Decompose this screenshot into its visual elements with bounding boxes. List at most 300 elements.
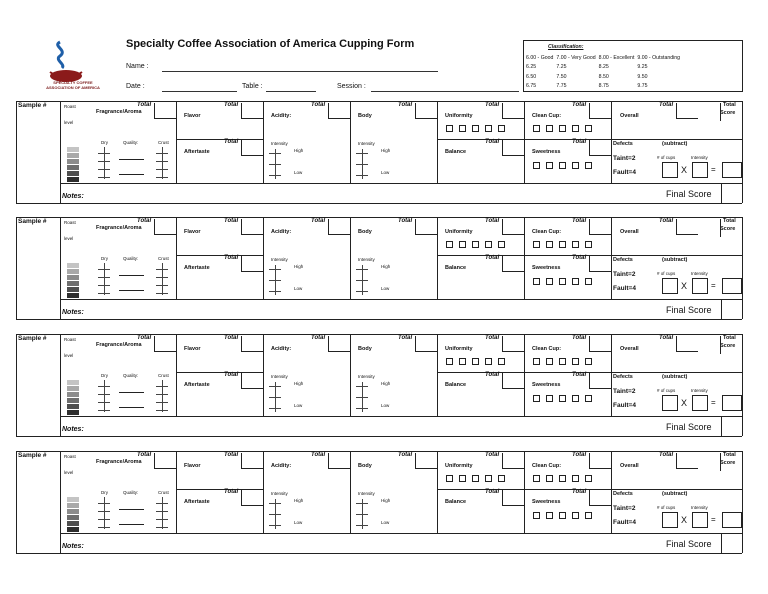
quality-line-2[interactable]: [119, 290, 144, 291]
taint-label: Taint=2: [613, 388, 636, 395]
sweetness-label: Sweetness: [532, 499, 561, 505]
dry-scale[interactable]: [104, 147, 105, 179]
acidity-total-label: Total: [311, 218, 326, 224]
fragrance-total-box[interactable]: [154, 336, 176, 352]
roast-level-swatches[interactable]: [67, 263, 79, 299]
dry-scale[interactable]: [104, 380, 105, 412]
acidity-total-box[interactable]: [328, 336, 350, 352]
crust-label: Crust: [158, 490, 169, 495]
sweetness-cup-4[interactable]: [572, 395, 579, 402]
clean-cup-1[interactable]: [533, 358, 540, 365]
body-label: Body: [358, 113, 372, 119]
final-score-label: Final Score: [666, 539, 712, 549]
body-label: Body: [358, 229, 372, 235]
clean-cup-3[interactable]: [559, 358, 566, 365]
quality-label: Quality:: [123, 140, 139, 145]
clean-cup-5[interactable]: [585, 125, 592, 132]
roast-level-swatches[interactable]: [67, 497, 79, 533]
crust-scale[interactable]: [162, 263, 163, 295]
clean-cup-total-box[interactable]: [589, 453, 611, 469]
overall-total-box[interactable]: [676, 453, 698, 469]
aftertaste-label: Aftertaste: [184, 265, 210, 271]
fragrance-total-box[interactable]: [154, 219, 176, 235]
fault-label: Fault=4: [613, 169, 636, 176]
defects-total-box[interactable]: [722, 162, 742, 178]
roast-level-swatches[interactable]: [67, 380, 79, 416]
uniformity-total-label: Total: [485, 102, 500, 108]
sweetness-total-box[interactable]: [589, 373, 611, 389]
body-total-label: Total: [398, 102, 413, 108]
clean-cup-total-label: Total: [572, 452, 587, 458]
acidity-total-box[interactable]: [328, 219, 350, 235]
overall-total-box[interactable]: [676, 103, 698, 119]
body-total-label: Total: [398, 335, 413, 341]
table-label: Table :: [242, 83, 263, 90]
clean-cup-2[interactable]: [546, 358, 553, 365]
uniformity-label: Uniformity: [445, 229, 473, 235]
clean-cup-1[interactable]: [533, 125, 540, 132]
name-field[interactable]: [162, 71, 438, 72]
classification-box: [523, 40, 743, 92]
sweetness-cup-1[interactable]: [533, 162, 540, 169]
uniformity-total-box[interactable]: [502, 453, 524, 469]
sample-number-label: Sample #: [18, 102, 47, 109]
body-total-box[interactable]: [415, 103, 437, 119]
form-title: Specialty Coffee Association of America Cupping Form: [126, 38, 415, 50]
date-label: Date :: [126, 83, 145, 90]
notes-label: Notes:: [62, 193, 84, 200]
body-low-label: Low: [381, 520, 390, 525]
sweetness-total-label: Total: [572, 489, 587, 495]
flavor-total-label: Total: [224, 218, 239, 224]
overall-label: Overall: [620, 113, 639, 119]
flavor-total-box[interactable]: [241, 336, 263, 352]
sweetness-total-box[interactable]: [589, 256, 611, 272]
body-total-box[interactable]: [415, 453, 437, 469]
final-score-box[interactable]: [721, 416, 742, 436]
roast-level-label: level: [64, 120, 74, 125]
clean-cup-2[interactable]: [546, 475, 553, 482]
num-cups-box[interactable]: [662, 162, 678, 178]
fragrance-label: Fragrance/Aroma: [96, 459, 142, 465]
clean-cup-4[interactable]: [572, 475, 579, 482]
clean-cup-1[interactable]: [533, 475, 540, 482]
overall-label: Overall: [620, 229, 639, 235]
acidity-label: Acidity:: [271, 229, 292, 235]
clean-cup-total-box[interactable]: [589, 103, 611, 119]
sweetness-label: Sweetness: [532, 149, 561, 155]
notes-label: Notes:: [62, 543, 84, 550]
aftertaste-total-box[interactable]: [241, 140, 263, 156]
sweetness-cup-5[interactable]: [585, 395, 592, 402]
sweetness-cup-4[interactable]: [572, 278, 579, 285]
sweetness-cup-5[interactable]: [585, 278, 592, 285]
uniformity-cup-1[interactable]: [446, 475, 453, 482]
taint-label: Taint=2: [613, 271, 636, 278]
table-field[interactable]: [266, 91, 316, 92]
clean-cup-3[interactable]: [559, 241, 566, 248]
fragrance-label: Fragrance/Aroma: [96, 109, 142, 115]
clean-cup-label: Clean Cup:: [532, 463, 562, 469]
crust-label: Crust: [158, 256, 169, 261]
body-high-label: High: [381, 264, 391, 269]
acidity-high-label: High: [294, 498, 304, 503]
roast-label: Roast: [64, 337, 76, 342]
uniformity-cup-4[interactable]: [485, 475, 492, 482]
sweetness-cup-4[interactable]: [572, 162, 579, 169]
overall-total-label: Total: [659, 102, 674, 108]
quality-line-1[interactable]: [119, 275, 144, 276]
sweetness-cup-5[interactable]: [585, 512, 592, 519]
defect-intensity-label: Intensity: [691, 505, 708, 510]
dry-scale[interactable]: [104, 497, 105, 529]
crust-scale[interactable]: [162, 497, 163, 529]
balance-total-box[interactable]: [502, 373, 524, 389]
sweetness-cup-2[interactable]: [546, 512, 553, 519]
balance-total-box[interactable]: [502, 490, 524, 506]
defects-label: Defects: [613, 491, 633, 497]
sweetness-cup-1[interactable]: [533, 395, 540, 402]
uniformity-cup-3[interactable]: [472, 241, 479, 248]
clean-cup-total-box[interactable]: [589, 219, 611, 235]
quality-line-2[interactable]: [119, 174, 144, 175]
crust-label: Crust: [158, 140, 169, 145]
final-score-box[interactable]: [721, 299, 742, 319]
num-cups-box[interactable]: [662, 512, 678, 528]
overall-total-label: Total: [659, 218, 674, 224]
clean-cup-5[interactable]: [585, 475, 592, 482]
balance-label: Balance: [445, 499, 467, 505]
num-cups-label: # of cups: [657, 271, 676, 276]
body-total-label: Total: [398, 218, 413, 224]
aftertaste-total-label: Total: [224, 489, 239, 495]
total-score-label: Total: [723, 218, 736, 224]
classification-table: 6.00 - Good 7.00 - Very Good 8.00 - Excellent 9.00 - Outstanding 6.25 7.25 8.25 9.25 6.50 7.50 8.50 9.50 6.75 7.75 8.75 9.75: [526, 54, 681, 90]
sweetness-cup-1[interactable]: [533, 512, 540, 519]
body-low-label: Low: [381, 403, 390, 408]
body-label: Body: [358, 463, 372, 469]
total-score-sub: Score: [720, 343, 736, 349]
acidity-label: Acidity:: [271, 346, 292, 352]
acidity-total-label: Total: [311, 452, 326, 458]
num-cups-label: # of cups: [657, 388, 676, 393]
clean-cup-total-label: Total: [572, 102, 587, 108]
flavor-label: Flavor: [184, 346, 201, 352]
fault-label: Fault=4: [613, 402, 636, 409]
total-score-sub: Score: [720, 460, 736, 466]
balance-label: Balance: [445, 265, 467, 271]
aftertaste-label: Aftertaste: [184, 149, 210, 155]
body-high-label: High: [381, 381, 391, 386]
dry-scale[interactable]: [104, 263, 105, 295]
notes-label: Notes:: [62, 309, 84, 316]
defect-intensity-box[interactable]: [692, 162, 708, 178]
sweetness-cup-3[interactable]: [559, 162, 566, 169]
acidity-total-box[interactable]: [328, 453, 350, 469]
aftertaste-total-box[interactable]: [241, 256, 263, 272]
uniformity-cup-3[interactable]: [472, 475, 479, 482]
acidity-low-label: Low: [294, 286, 303, 291]
acidity-total-box[interactable]: [328, 103, 350, 119]
roast-label: Roast: [64, 220, 76, 225]
clean-cup-total-box[interactable]: [589, 336, 611, 352]
num-cups-box[interactable]: [662, 278, 678, 294]
flavor-label: Flavor: [184, 463, 201, 469]
uniformity-cup-5[interactable]: [498, 125, 505, 132]
acidity-low-label: Low: [294, 403, 303, 408]
overall-total-box[interactable]: [676, 219, 698, 235]
clean-cup-total-label: Total: [572, 218, 587, 224]
final-score-box[interactable]: [721, 183, 742, 203]
uniformity-cup-4[interactable]: [485, 241, 492, 248]
dry-label: Dry: [101, 490, 108, 495]
uniformity-label: Uniformity: [445, 113, 473, 119]
sweetness-cup-4[interactable]: [572, 512, 579, 519]
quality-line-2[interactable]: [119, 524, 144, 525]
sweetness-cup-3[interactable]: [559, 512, 566, 519]
roast-level-label: level: [64, 236, 74, 241]
acidity-low-label: Low: [294, 520, 303, 525]
sweetness-total-box[interactable]: [589, 140, 611, 156]
defect-intensity-label: Intensity: [691, 155, 708, 160]
clean-cup-2[interactable]: [546, 241, 553, 248]
clean-cup-1[interactable]: [533, 241, 540, 248]
quality-line-2[interactable]: [119, 407, 144, 408]
overall-label: Overall: [620, 463, 639, 469]
overall-total-label: Total: [659, 452, 674, 458]
body-intensity-label: Intensity: [358, 141, 375, 146]
sweetness-total-box[interactable]: [589, 490, 611, 506]
aftertaste-label: Aftertaste: [184, 382, 210, 388]
roast-label: Roast: [64, 454, 76, 459]
uniformity-cup-5[interactable]: [498, 475, 505, 482]
body-total-box[interactable]: [415, 336, 437, 352]
sweetness-cup-1[interactable]: [533, 278, 540, 285]
overall-label: Overall: [620, 346, 639, 352]
aftertaste-total-box[interactable]: [241, 490, 263, 506]
uniformity-cup-5[interactable]: [498, 358, 505, 365]
uniformity-cup-3[interactable]: [472, 358, 479, 365]
acidity-label: Acidity:: [271, 113, 292, 119]
flavor-total-box[interactable]: [241, 219, 263, 235]
defect-intensity-label: Intensity: [691, 271, 708, 276]
crust-scale[interactable]: [162, 380, 163, 412]
taint-label: Taint=2: [613, 505, 636, 512]
flavor-total-box[interactable]: [241, 103, 263, 119]
dry-label: Dry: [101, 256, 108, 261]
sweetness-total-label: Total: [572, 255, 587, 261]
flavor-label: Flavor: [184, 229, 201, 235]
defects-subtract-label: (subtract): [662, 374, 688, 380]
total-score-box[interactable]: [720, 336, 742, 354]
body-intensity-label: Intensity: [358, 257, 375, 262]
defects-total-box[interactable]: [722, 395, 742, 411]
session-label: Session :: [337, 83, 366, 90]
times-sign: X: [681, 281, 688, 291]
total-score-label: Total: [723, 335, 736, 341]
equals-sign: =: [711, 398, 716, 407]
roast-level-label: level: [64, 353, 74, 358]
flavor-total-label: Total: [224, 335, 239, 341]
fragrance-label: Fragrance/Aroma: [96, 225, 142, 231]
body-label: Body: [358, 346, 372, 352]
sweetness-cup-2[interactable]: [546, 278, 553, 285]
uniformity-cup-3[interactable]: [472, 125, 479, 132]
flavor-total-box[interactable]: [241, 453, 263, 469]
times-sign: X: [681, 398, 688, 408]
final-score-box[interactable]: [721, 533, 742, 553]
sweetness-label: Sweetness: [532, 382, 561, 388]
fragrance-total-label: Total: [137, 335, 152, 341]
defect-intensity-box[interactable]: [692, 395, 708, 411]
aftertaste-total-label: Total: [224, 139, 239, 145]
acidity-intensity-label: Intensity: [271, 141, 288, 146]
defect-intensity-box[interactable]: [692, 278, 708, 294]
flavor-label: Flavor: [184, 113, 201, 119]
logo-text: SPECIALTY COFFEE ASSOCIATION OF AMERICA: [46, 80, 100, 90]
uniformity-cup-4[interactable]: [485, 125, 492, 132]
balance-label: Balance: [445, 149, 467, 155]
sample-number-label: Sample #: [18, 335, 47, 342]
sweetness-total-label: Total: [572, 139, 587, 145]
sweetness-total-label: Total: [572, 372, 587, 378]
fragrance-total-box[interactable]: [154, 453, 176, 469]
clean-cup-label: Clean Cup:: [532, 113, 562, 119]
date-field[interactable]: [162, 91, 237, 92]
notes-label: Notes:: [62, 426, 84, 433]
aftertaste-total-box[interactable]: [241, 373, 263, 389]
defect-intensity-box[interactable]: [692, 512, 708, 528]
session-field[interactable]: [371, 91, 519, 92]
uniformity-label: Uniformity: [445, 346, 473, 352]
defects-total-box[interactable]: [722, 278, 742, 294]
uniformity-cup-1[interactable]: [446, 125, 453, 132]
dry-label: Dry: [101, 140, 108, 145]
aftertaste-total-label: Total: [224, 372, 239, 378]
uniformity-total-label: Total: [485, 335, 500, 341]
sample-number-label: Sample #: [18, 452, 47, 459]
sweetness-cup-3[interactable]: [559, 395, 566, 402]
classification-title: Classification:: [548, 44, 584, 50]
aftertaste-label: Aftertaste: [184, 499, 210, 505]
fault-label: Fault=4: [613, 519, 636, 526]
total-score-label: Total: [723, 102, 736, 108]
aftertaste-total-label: Total: [224, 255, 239, 261]
quality-line-1[interactable]: [119, 509, 144, 510]
uniformity-cup-2[interactable]: [459, 358, 466, 365]
times-sign: X: [681, 515, 688, 525]
quality-line-1[interactable]: [119, 392, 144, 393]
body-intensity-label: Intensity: [358, 374, 375, 379]
clean-cup-4[interactable]: [572, 241, 579, 248]
body-total-box[interactable]: [415, 219, 437, 235]
num-cups-box[interactable]: [662, 395, 678, 411]
balance-total-box[interactable]: [502, 140, 524, 156]
defects-label: Defects: [613, 374, 633, 380]
quality-line-1[interactable]: [119, 159, 144, 160]
clean-cup-label: Clean Cup:: [532, 229, 562, 235]
sweetness-cup-3[interactable]: [559, 278, 566, 285]
num-cups-label: # of cups: [657, 505, 676, 510]
equals-sign: =: [711, 281, 716, 290]
final-score-label: Final Score: [666, 422, 712, 432]
uniformity-cup-1[interactable]: [446, 241, 453, 248]
clean-cup-label: Clean Cup:: [532, 346, 562, 352]
defects-subtract-label: (subtract): [662, 257, 688, 263]
uniformity-total-box[interactable]: [502, 336, 524, 352]
body-total-label: Total: [398, 452, 413, 458]
balance-total-label: Total: [485, 139, 500, 145]
body-high-label: High: [381, 148, 391, 153]
total-score-sub: Score: [720, 110, 736, 116]
uniformity-cup-1[interactable]: [446, 358, 453, 365]
clean-cup-5[interactable]: [585, 241, 592, 248]
acidity-total-label: Total: [311, 335, 326, 341]
balance-label: Balance: [445, 382, 467, 388]
uniformity-cup-2[interactable]: [459, 241, 466, 248]
uniformity-total-box[interactable]: [502, 103, 524, 119]
acidity-high-label: High: [294, 381, 304, 386]
clean-cup-4[interactable]: [572, 125, 579, 132]
uniformity-cup-2[interactable]: [459, 125, 466, 132]
sweetness-cup-2[interactable]: [546, 395, 553, 402]
sweetness-cup-2[interactable]: [546, 162, 553, 169]
acidity-high-label: High: [294, 264, 304, 269]
quality-label: Quality:: [123, 373, 139, 378]
defect-intensity-label: Intensity: [691, 388, 708, 393]
clean-cup-2[interactable]: [546, 125, 553, 132]
defects-label: Defects: [613, 141, 633, 147]
total-score-box[interactable]: [720, 453, 742, 471]
name-label: Name :: [126, 63, 149, 70]
equals-sign: =: [711, 515, 716, 524]
quality-label: Quality:: [123, 490, 139, 495]
clean-cup-4[interactable]: [572, 358, 579, 365]
uniformity-cup-5[interactable]: [498, 241, 505, 248]
defects-label: Defects: [613, 257, 633, 263]
defects-subtract-label: (subtract): [662, 491, 688, 497]
flavor-total-label: Total: [224, 452, 239, 458]
fragrance-total-box[interactable]: [154, 103, 176, 119]
sweetness-cup-5[interactable]: [585, 162, 592, 169]
crust-scale[interactable]: [162, 147, 163, 179]
roast-level-swatches[interactable]: [67, 147, 79, 183]
uniformity-cup-2[interactable]: [459, 475, 466, 482]
clean-cup-5[interactable]: [585, 358, 592, 365]
body-intensity-label: Intensity: [358, 491, 375, 496]
quality-label: Quality:: [123, 256, 139, 261]
flavor-total-label: Total: [224, 102, 239, 108]
uniformity-total-box[interactable]: [502, 219, 524, 235]
clean-cup-3[interactable]: [559, 125, 566, 132]
sweetness-label: Sweetness: [532, 265, 561, 271]
overall-total-box[interactable]: [676, 336, 698, 352]
taint-label: Taint=2: [613, 155, 636, 162]
uniformity-cup-4[interactable]: [485, 358, 492, 365]
roast-label: Roast: [64, 104, 76, 109]
num-cups-label: # of cups: [657, 155, 676, 160]
acidity-total-label: Total: [311, 102, 326, 108]
total-score-box[interactable]: [720, 103, 742, 121]
fault-label: Fault=4: [613, 285, 636, 292]
acidity-intensity-label: Intensity: [271, 491, 288, 496]
clean-cup-3[interactable]: [559, 475, 566, 482]
balance-total-box[interactable]: [502, 256, 524, 272]
equals-sign: =: [711, 165, 716, 174]
final-score-label: Final Score: [666, 189, 712, 199]
defects-total-box[interactable]: [722, 512, 742, 528]
total-score-box[interactable]: [720, 219, 742, 237]
